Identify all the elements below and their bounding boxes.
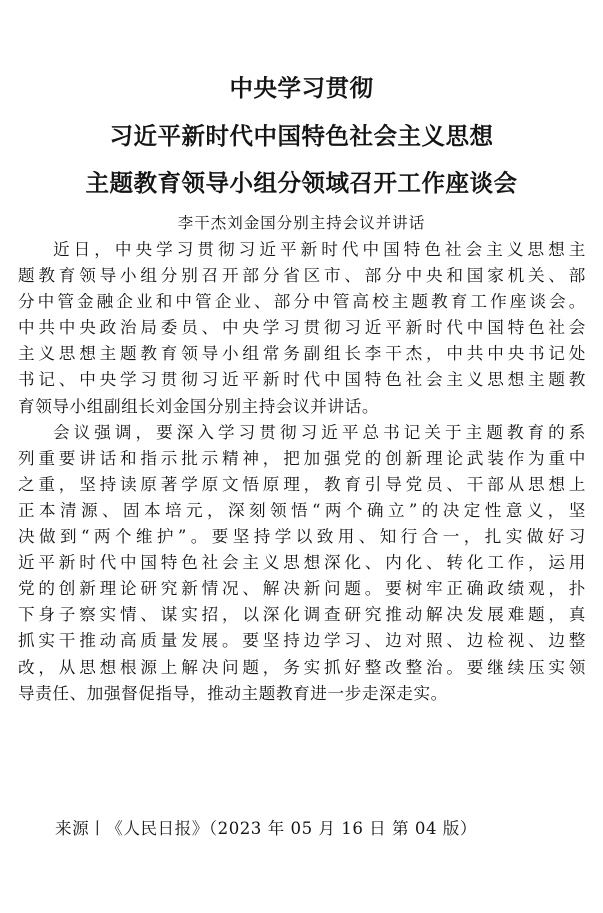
paragraph-line: 决做到“两个维护”。要坚持学以致用、知行合一，扎实做好习: [18, 527, 586, 547]
paragraph-line: 正本清源、固本培元，深刻领悟“两个确立”的决定性意义，坚: [18, 500, 586, 520]
article-source: 来源丨《人民日报》（2023 年 05 月 16 日 第 04 版）: [55, 819, 477, 838]
paragraph-line: 近日，中央学习贯彻习近平新时代中国特色社会主义思想主: [53, 240, 586, 259]
paragraph-line: 改，从思想根源上解决问题，务实抓好整改整治。要继续压实领: [18, 657, 586, 677]
paragraph-line: 主义思想主题教育领导小组常务副组长李干杰，中共中央书记处: [18, 344, 586, 364]
paragraph-line: 分中管金融企业和中管企业、部分中管高校主题教育工作座谈会。: [18, 292, 586, 312]
paragraph-line: 书记、中央学习贯彻习近平新时代中国特色社会主义思想主题教: [18, 370, 586, 390]
paragraph-line: 会议强调，要深入学习贯彻习近平总书记关于主题教育的系: [53, 422, 586, 442]
article-title-line-1: 中央学习贯彻: [229, 74, 374, 102]
paragraph-line: 题教育领导小组分别召开部分省区市、部分中央和国家机关、部: [18, 266, 586, 286]
paragraph-line: 党的创新理论研究新情况、解决新问题。要树牢正确政绩观，扑: [18, 579, 586, 599]
paragraph-line: 下身子察实情、谋实招，以深化调查研究推动解决发展难题，真: [18, 605, 586, 625]
article-body: [18, 237, 586, 707]
paragraph-line: 列重要讲话和指示批示精神，把加强党的创新理论武装作为重中: [18, 448, 586, 468]
paragraph-line: 育领导小组副组长刘金国分别主持会议并讲话。: [18, 396, 380, 416]
paragraph-2: [18, 420, 586, 707]
paragraph-line: 抓实干推动高质量发展。要坚持边学习、边对照、边检视、边整: [18, 631, 586, 651]
article-title-line-2: 习近平新时代中国特色社会主义思想: [109, 122, 494, 150]
paragraph-1: [18, 237, 586, 420]
paragraph-line: 之重，坚持读原著学原文悟原理，教育引导党员、干部从思想上: [18, 474, 586, 494]
article-subtitle: 李干杰刘金国分别主持会议并讲话: [177, 214, 426, 232]
paragraph-line: 导责任、加强督促指导，推动主题教育进一步走深走实。: [18, 683, 448, 703]
paragraph-line: 近平新时代中国特色社会主义思想深化、内化、转化工作，运用: [18, 553, 586, 573]
article-title-line-3: 主题教育领导小组分领域召开工作座谈会: [85, 169, 518, 197]
paragraph-line: 中共中央政治局委员、中央学习贯彻习近平新时代中国特色社会: [18, 318, 586, 338]
